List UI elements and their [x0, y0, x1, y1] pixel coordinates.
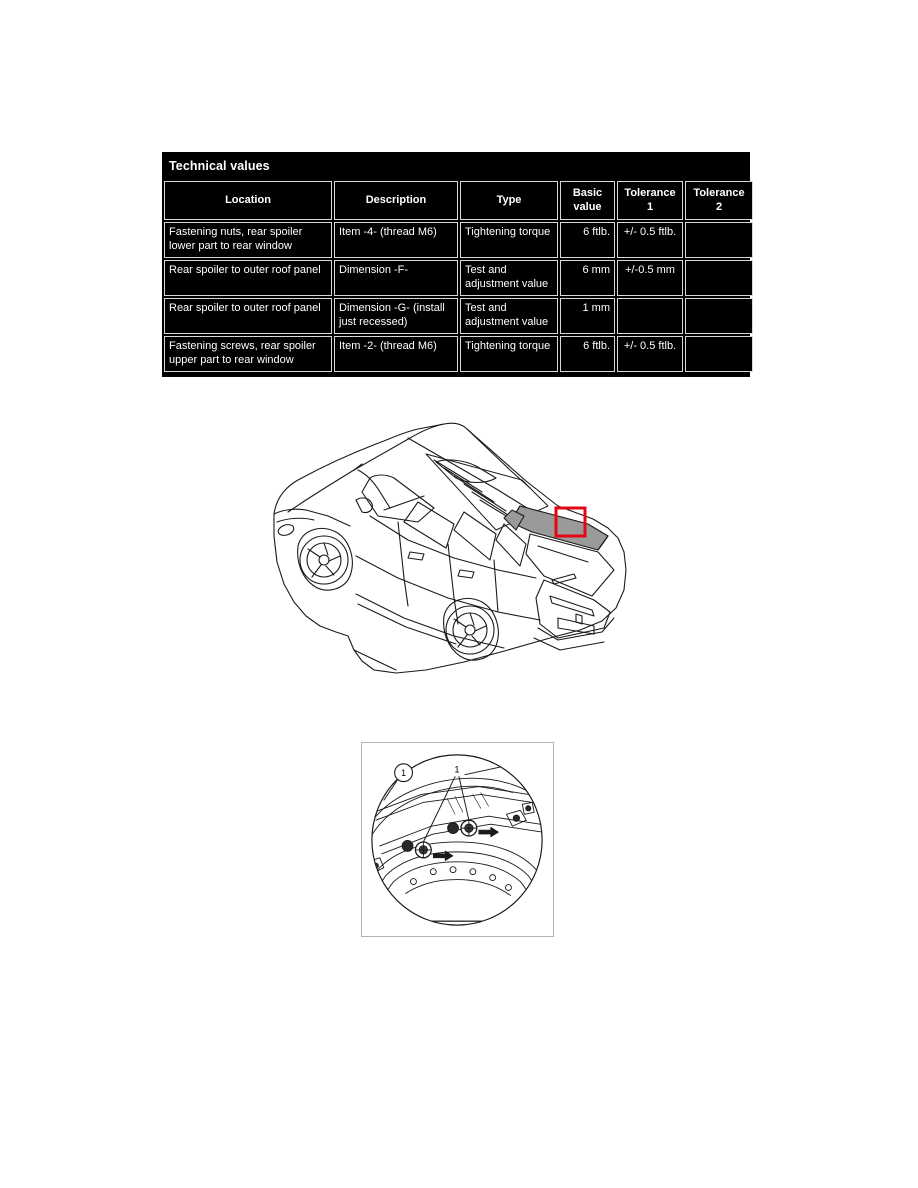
table-row: [164, 260, 753, 296]
cell-type: Tightening torque: [460, 336, 558, 372]
cell-location: Rear spoiler to outer roof panel: [164, 298, 332, 334]
column-header-basic-value-sublabel: value: [573, 200, 602, 213]
column-header-tolerance-1-label: Tolerance: [624, 187, 676, 199]
cell-description: Item -4- (thread M6): [334, 222, 458, 258]
callout-plain-label: 1: [454, 764, 460, 775]
detail-inset-figure: [361, 742, 554, 937]
column-header-tolerance-1: [617, 181, 683, 220]
cell-tolerance-1: +/-0.5 mm: [617, 260, 683, 296]
column-header-tolerance-1-sublabel: 1: [646, 200, 654, 213]
cell-tolerance-1: [617, 298, 683, 334]
table-row: [164, 222, 753, 258]
technical-values-table: [162, 179, 755, 374]
cell-type: Test and adjustment value: [460, 260, 558, 296]
column-header-description-label: Description: [365, 193, 427, 206]
callout-circled-label: 1: [401, 768, 407, 779]
detail-inset-svg: [362, 743, 553, 936]
column-header-location-label: Location: [225, 193, 271, 206]
column-header-tolerance-2-label: Tolerance: [693, 187, 745, 199]
column-header-tolerance-2-sublabel: 2: [715, 200, 723, 213]
cell-tolerance-2: [685, 222, 753, 258]
table-header-row: [164, 181, 753, 220]
cell-type: Tightening torque: [460, 222, 558, 258]
cell-type: Test and adjustment value: [460, 298, 558, 334]
technical-values-title: Technical values: [169, 159, 270, 173]
cell-tolerance-1: +/- 0.5 ftlb.: [617, 222, 683, 258]
cell-tolerance-2: [685, 298, 753, 334]
cell-location: Rear spoiler to outer roof panel: [164, 260, 332, 296]
cell-description: Dimension -G- (install just recessed): [334, 298, 458, 334]
vehicle-illustration-svg: [258, 418, 678, 693]
cell-basic-value: 6 ftlb.: [560, 222, 615, 258]
table-row: [164, 298, 753, 334]
vehicle-illustration: [258, 418, 678, 693]
cell-description: Item -2- (thread M6): [334, 336, 458, 372]
cell-description: Dimension -F-: [334, 260, 458, 296]
column-header-basic-value-label: Basic: [572, 187, 603, 199]
cell-basic-value: 6 mm: [560, 260, 615, 296]
column-header-location: [164, 181, 332, 220]
vehicle-body-outline: [274, 423, 626, 673]
column-header-tolerance-2: [685, 181, 753, 220]
cell-location: Fastening screws, rear spoiler upper part to rear window: [164, 336, 332, 372]
cell-basic-value: 1 mm: [560, 298, 615, 334]
column-header-basic-value: [560, 181, 615, 220]
column-header-type-label: Type: [496, 193, 522, 206]
table-row: [164, 336, 753, 372]
column-header-description: [334, 181, 458, 220]
cell-location: Fastening nuts, rear spoiler lower part to rear window: [164, 222, 332, 258]
cell-tolerance-2: [685, 336, 753, 372]
cell-tolerance-1: +/- 0.5 ftlb.: [617, 336, 683, 372]
cell-basic-value: 6 ftlb.: [560, 336, 615, 372]
cell-tolerance-2: [685, 260, 753, 296]
column-header-type: [460, 181, 558, 220]
technical-values-block: [162, 152, 750, 377]
